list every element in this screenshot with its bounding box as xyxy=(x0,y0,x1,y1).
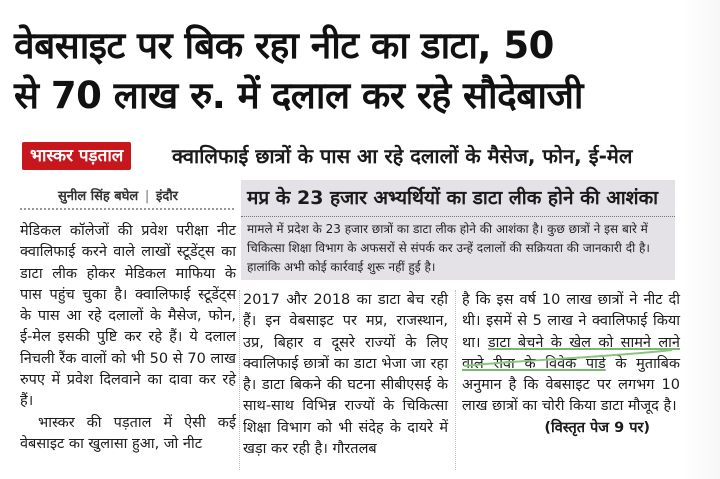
column-1-para-1: मेडिकल कॉलेजों की प्रवेश परीक्षा नीट क्वालिफाई करने वाले लाखों स्टूडेंट्स का डाटा लीक होकर मेडिकल माफिया के पास पहुंच चुका है। क्वालिफाई स्टूडेंट्स के पास आ रहे दलालों के मैसेज, फोन, ई-मेल इसकी पुष्टि कर रहे हैं। ये दलाल निचली रैंक वालों को भी 50 से 70 लाख रुपए में प्रवेश दिलवाने का दावा कर रहे हैं। xyxy=(20,223,236,410)
article-column-1 xyxy=(20,221,236,455)
cropped-previous-text xyxy=(0,0,720,10)
info-box-title: मप्र के 23 हजार अभ्यर्थियों का डाटा लीक होने की आशंका xyxy=(247,187,659,209)
green-underline-swoosh xyxy=(460,346,680,376)
column-1-para-2: भास्कर की पड़ताल में ऐसी कई वेबसाइट का खुलासा हुआ, जो नीट xyxy=(20,414,236,452)
info-box xyxy=(241,180,675,280)
column-3-text-b: के मुताबिक अनुमान है कि वेबसाइट पर लगभग 10 लाख छात्रों का चोरी किया डाटा मौजूद है। xyxy=(462,355,680,415)
info-box-divider xyxy=(241,216,675,217)
column-2-para: 2017 और 2018 का डाटा बेच रही हैं। इन वेबसाइट पर मप्र, राजस्थान, उप्र, बिहार व दूसरे राज्यों के लिए क्वालिफाई छात्रों का डाटा भेजा जा रहा है। डाटा बिकने की घटना सीबीएसई के साथ-साथ विभिन्न राज्यों के चिकित्सा शिक्षा विभाग को भी संदेह के दायरे में खड़ा कर रही है। गौरतलब xyxy=(243,292,448,458)
byline xyxy=(58,186,178,204)
column-divider-2 xyxy=(455,290,456,470)
info-box-body: मामले में प्रदेश के 23 हजार छात्रों का डाटा लीक होने की आशंका है। कुछ छात्रों ने इस बारे में चिकित्सा शिक्षा विभाग के अफसरों से संपर्क कर उन्हें दलालों की सक्रियता की जानकारी दी है। हालांकि अभी कोई कार्रवाई शुरू नहीं हुई है। xyxy=(247,222,650,274)
byline-divider xyxy=(20,208,234,210)
headline-line-1: वेबसाइट पर बिक रहा नीट का डाटा, 50 xyxy=(14,24,554,67)
page-fold-shade xyxy=(680,0,720,479)
byline-place: इंदौर xyxy=(156,189,179,204)
subheadline: क्वालिफाई छात्रों के पास आ रहे दलालों के मैसेज, फोन, ई-मेल xyxy=(172,144,633,168)
bhaskar-padtaal-badge: भास्कर पड़ताल xyxy=(22,142,131,170)
continued-page-note: (विस्तृत पेज 9 पर) xyxy=(544,419,650,436)
article-column-2 xyxy=(243,290,448,460)
headline-line-2: से 70 लाख रु. में दलाल कर रहे सौदेबाजी xyxy=(14,74,584,117)
highlighted-underlined-text: डाटा बेचने के खेल को सामने लाने वाले रीवा के विवेक पांडे xyxy=(462,334,680,372)
column-3-text-a: है कि इस वर्ष 10 लाख छात्रों ने नीट दी थी। इसमें से 5 लाख ने क्वालिफाई किया था। xyxy=(462,292,680,351)
byline-author: सुनील सिंह बघेल xyxy=(58,189,139,204)
column-divider-1 xyxy=(239,290,240,470)
byline-separator: | xyxy=(144,189,150,204)
